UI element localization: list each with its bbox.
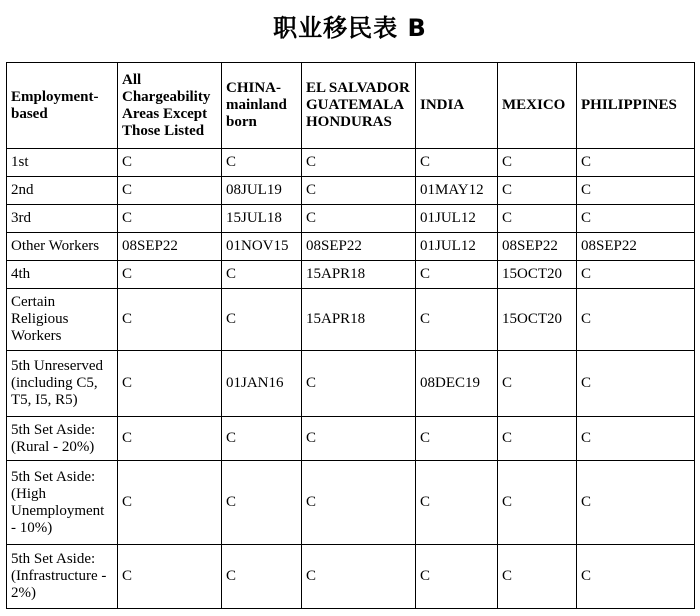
table-cell: 15APR18 — [302, 261, 416, 289]
table-cell: C — [577, 461, 695, 545]
table-row — [7, 233, 695, 261]
table-cell: C — [118, 261, 222, 289]
table-cell: C — [416, 545, 498, 609]
table-cell: C — [302, 351, 416, 417]
row-label: 5th Unreserved (including C5, T5, I5, R5) — [7, 351, 118, 417]
row-label: 5th Set Aside: (High Unemployment - 10%) — [7, 461, 118, 545]
table-cell: C — [222, 417, 302, 461]
table-cell: C — [222, 289, 302, 351]
table-cell: 08SEP22 — [302, 233, 416, 261]
table-row — [7, 261, 695, 289]
table-cell: C — [577, 261, 695, 289]
table-cell: C — [498, 205, 577, 233]
table-cell: C — [118, 351, 222, 417]
row-label: 2nd — [7, 177, 118, 205]
table-cell: C — [302, 461, 416, 545]
table-cell: 01JUL12 — [416, 233, 498, 261]
table-cell: C — [416, 461, 498, 545]
table-cell: C — [498, 351, 577, 417]
table-cell: C — [498, 545, 577, 609]
table-row — [7, 545, 695, 609]
header-row — [7, 63, 695, 149]
table-cell: 15JUL18 — [222, 205, 302, 233]
column-header: All Chargeability Areas Except Those Listed — [118, 63, 222, 149]
table-cell: C — [498, 177, 577, 205]
table-cell: C — [416, 261, 498, 289]
table-cell: 15OCT20 — [498, 289, 577, 351]
row-label: 5th Set Aside: (Infrastructure - 2%) — [7, 545, 118, 609]
table-row — [7, 351, 695, 417]
page-title: 职业移民表 B — [273, 14, 427, 42]
table-cell: C — [416, 417, 498, 461]
table-row — [7, 177, 695, 205]
table-cell: C — [416, 149, 498, 177]
table-cell: C — [302, 205, 416, 233]
column-header: EL SALVADOR GUATEMALA HONDURAS — [302, 63, 416, 149]
row-label: 5th Set Aside: (Rural - 20%) — [7, 417, 118, 461]
table-cell: 08JUL19 — [222, 177, 302, 205]
table-cell: C — [118, 461, 222, 545]
column-header: INDIA — [416, 63, 498, 149]
row-label: 1st — [7, 149, 118, 177]
table-cell: C — [498, 461, 577, 545]
table-cell: C — [302, 417, 416, 461]
table-row — [7, 289, 695, 351]
table-cell: 08DEC19 — [416, 351, 498, 417]
table-cell: 01JAN16 — [222, 351, 302, 417]
table-cell: 15APR18 — [302, 289, 416, 351]
table-cell: C — [302, 149, 416, 177]
table-row — [7, 417, 695, 461]
row-label: Certain Religious Workers — [7, 289, 118, 351]
visa-bulletin-table — [6, 62, 695, 609]
table-cell: C — [302, 177, 416, 205]
table-cell: 01NOV15 — [222, 233, 302, 261]
table-cell: 08SEP22 — [498, 233, 577, 261]
table-cell: 08SEP22 — [577, 233, 695, 261]
table-row — [7, 461, 695, 545]
table-cell: C — [118, 545, 222, 609]
table-cell: C — [118, 149, 222, 177]
table-cell: C — [577, 351, 695, 417]
column-header: CHINA-mainland born — [222, 63, 302, 149]
column-header: Employment-based — [7, 63, 118, 149]
table-cell: C — [416, 289, 498, 351]
table-cell: C — [577, 289, 695, 351]
table-cell: C — [222, 461, 302, 545]
table-cell: C — [302, 545, 416, 609]
table-cell: C — [498, 149, 577, 177]
row-label: Other Workers — [7, 233, 118, 261]
table-cell: C — [577, 205, 695, 233]
column-header: MEXICO — [498, 63, 577, 149]
table-cell: C — [577, 545, 695, 609]
row-label: 4th — [7, 261, 118, 289]
table-row — [7, 205, 695, 233]
table-cell: 08SEP22 — [118, 233, 222, 261]
table-cell: C — [222, 261, 302, 289]
row-label: 3rd — [7, 205, 118, 233]
table-cell: C — [577, 417, 695, 461]
table-cell: C — [118, 205, 222, 233]
table-cell: C — [222, 545, 302, 609]
table-cell: 01JUL12 — [416, 205, 498, 233]
table-cell: C — [577, 149, 695, 177]
table-cell: C — [498, 417, 577, 461]
table-cell: C — [118, 417, 222, 461]
table-cell: 01MAY12 — [416, 177, 498, 205]
table-cell: 15OCT20 — [498, 261, 577, 289]
table-cell: C — [118, 289, 222, 351]
table-cell: C — [222, 149, 302, 177]
column-header: PHILIPPINES — [577, 63, 695, 149]
table-cell: C — [118, 177, 222, 205]
table-cell: C — [577, 177, 695, 205]
table-row — [7, 149, 695, 177]
